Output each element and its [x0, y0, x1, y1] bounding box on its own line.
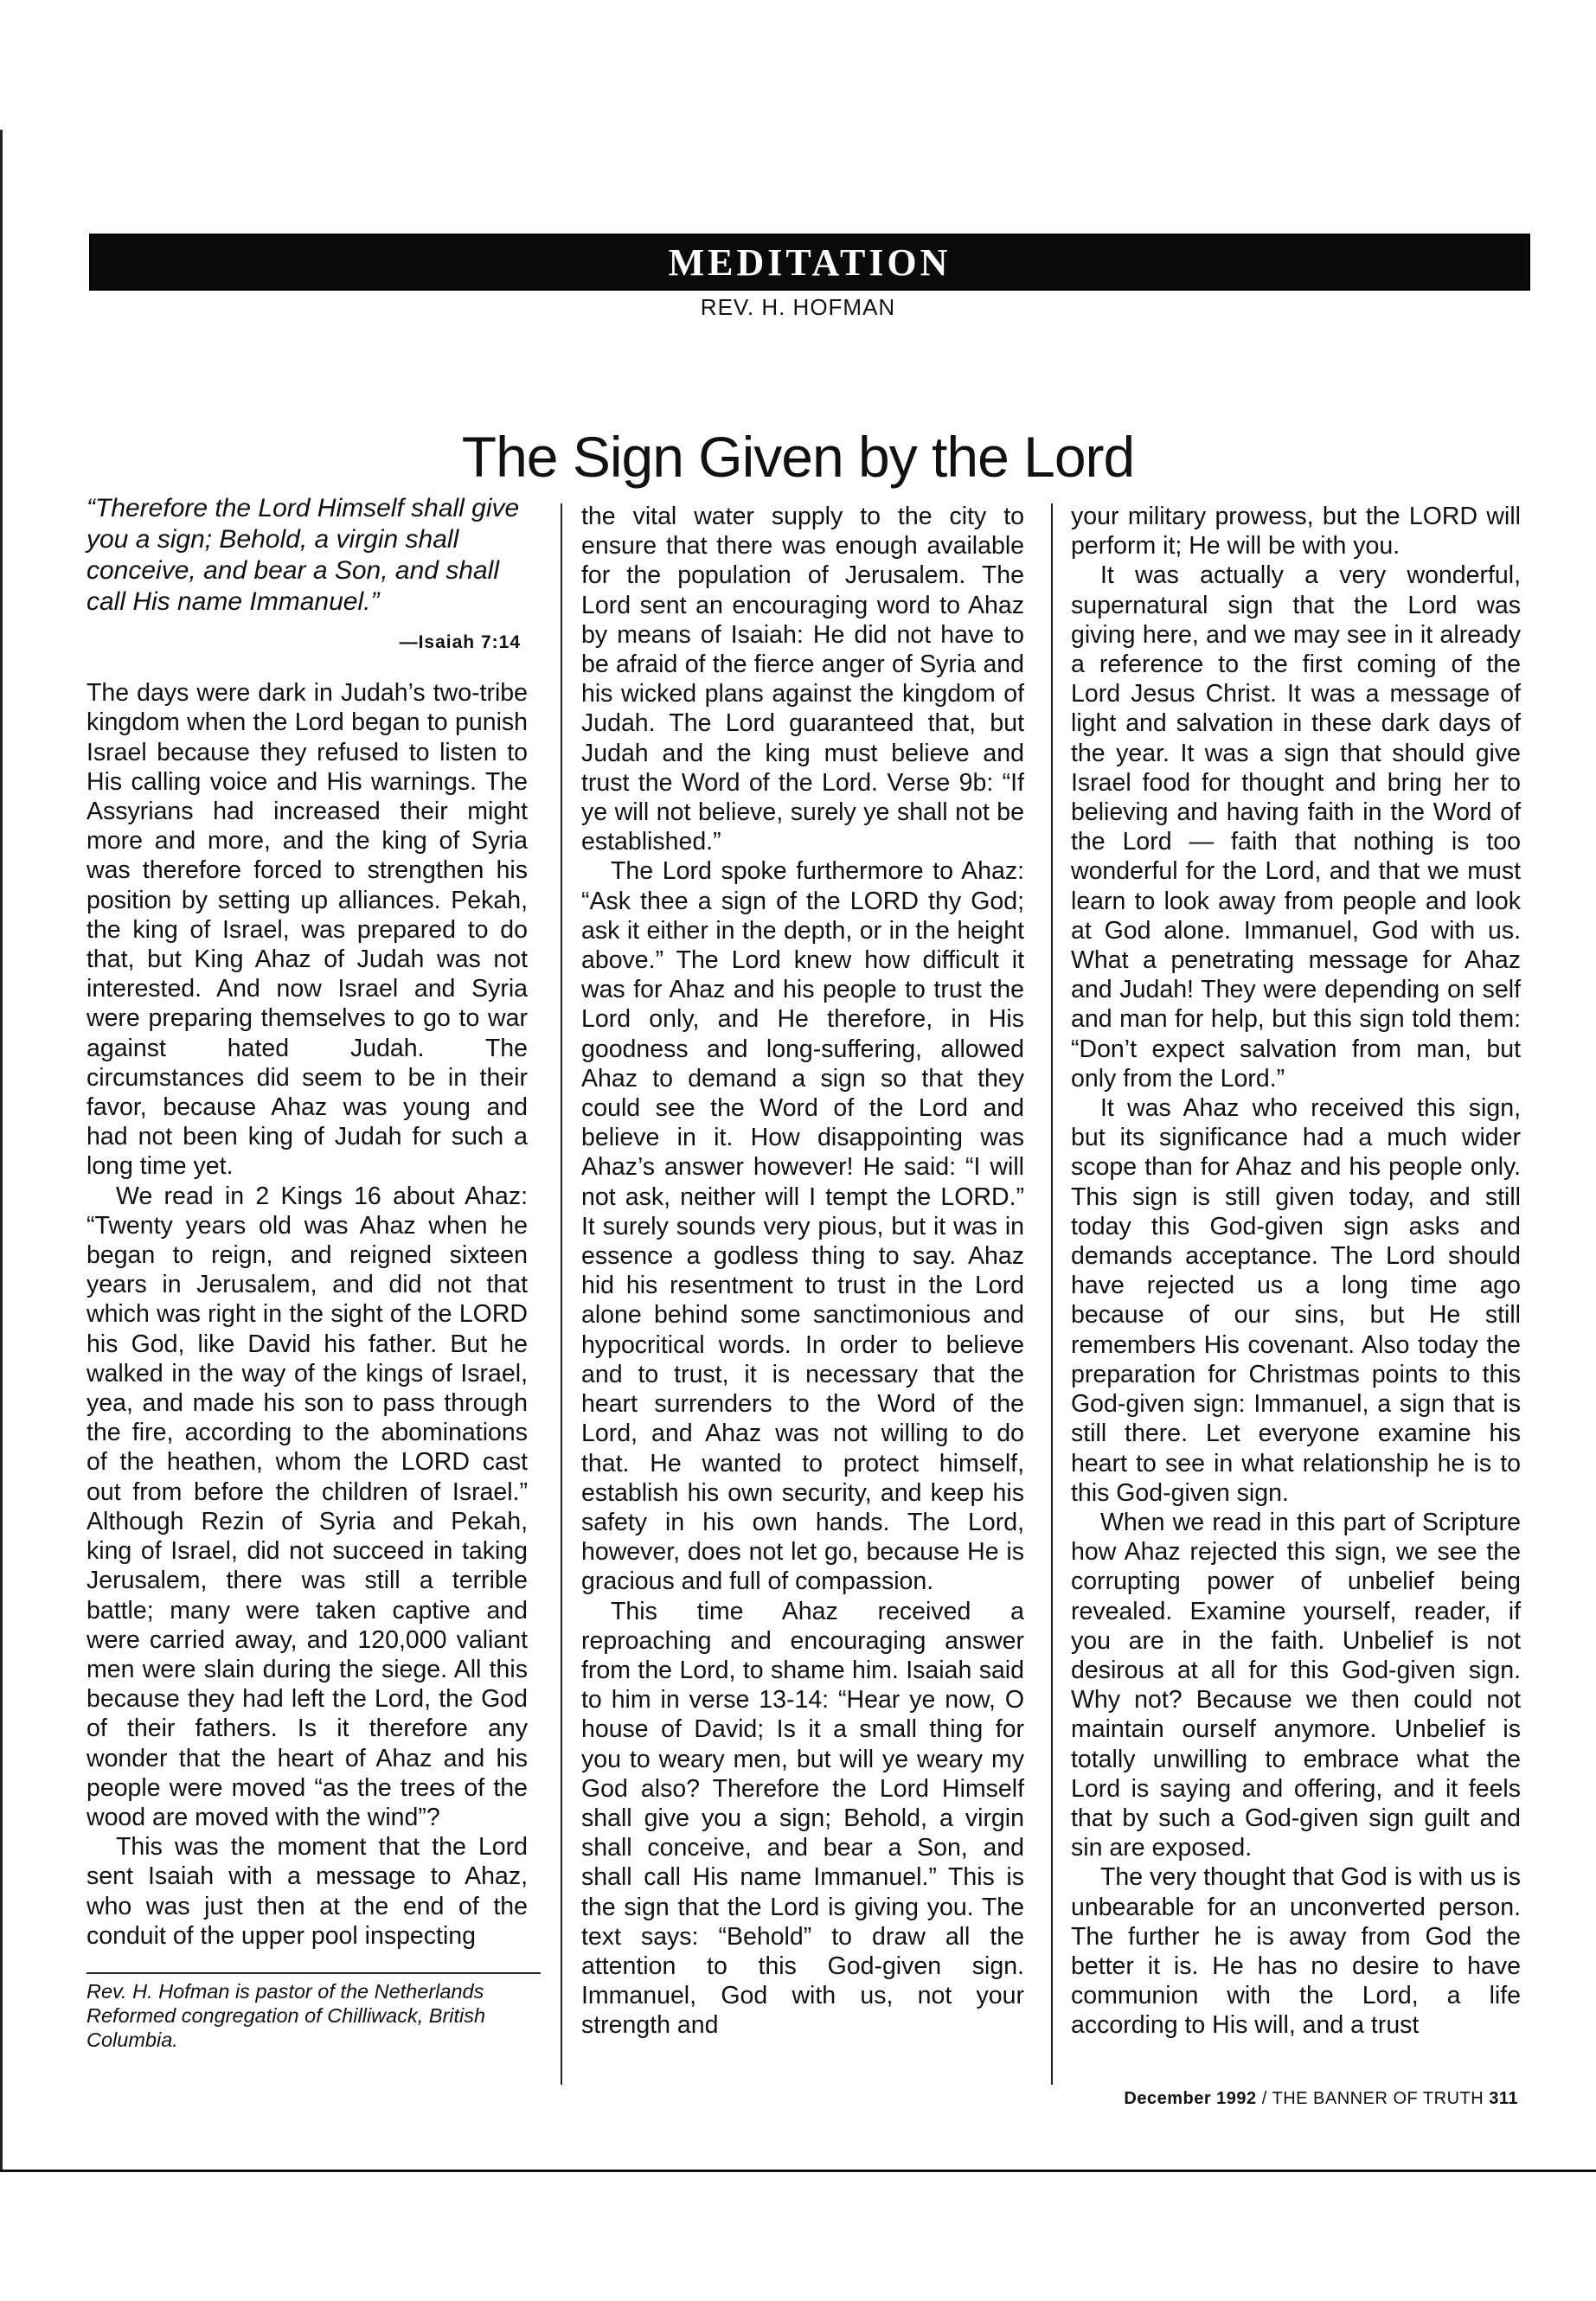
section-banner	[89, 234, 1530, 291]
column-3	[1071, 502, 1521, 2041]
page-footer	[1124, 2089, 1518, 2109]
article-title: The Sign Given by the Lord	[461, 425, 1135, 489]
column-1	[87, 493, 528, 1951]
paragraph: The very thought that God is with us is unbearable for an unconverted person. The further he is away from God the better it is. He has no desire to have communion with the Lord, a life according to His will, and a trust	[1071, 1863, 1521, 2040]
paragraph: your military prowess, but the LORD will perform it; He will be with you.	[1071, 503, 1521, 561]
paragraph: This time Ahaz received a reproaching and encouraging answer from the Lord, to shame him. Isaiah said to him in verse 13-14: “Hear ye now, O house of David; Is it a small thing for you to weary men, but will ye weary my God also? Therefore the Lord Himself shall give you a sign; Behold, a virgin shall conceive, and bear a Son, and shall call His name Immanuel.” This is the sign that the Lord is giving you. The text says: “Behold” to draw all the attention to this God-given sign. Immanuel, God with us, not your strength and	[581, 1597, 1024, 2040]
publication-name: / THE BANNER OF TRUTH	[1256, 2089, 1490, 2108]
author-footnote: Rev. H. Hofman is pastor of the Netherlands Reformed congregation of Chilliwack, British Columbia.	[87, 1980, 486, 2051]
column-divider	[561, 503, 562, 2085]
issue-date: December 1992	[1124, 2089, 1257, 2108]
paragraph: It was Ahaz who received this sign, but its significance had a much wider scope than for Ahaz and his people only. This sign is still given today, and still today this God-given sign asks and demands acceptance. The Lord should have rejected us a long time ago because of our sins, but He still remembers His covenant. Also today the preparation for Christmas points to this God-given sign: Immanuel, a sign that is still there. Let everyone examine his heart to see in what relationship he is to this God-given sign.	[1071, 1094, 1521, 1507]
paragraph: It was actually a very wonderful, supernatural sign that the Lord was giving here, and we may see in it already a reference to the first coming of the Lord Jesus Christ. It was a message of light and salvation in these dark days of the year. It was a sign that should give Israel food for thought and bring her to believing and having faith in the Word of the Lord — faith that nothing is too wonderful for the Lord, and that we must learn to look away from people and look at God alone. Immanuel, God with us. What a penetrating message for Ahaz and Judah! They were depending on self and man for help, but this sign told them: “Don’t expect salvation from man, but only from the Lord.”	[1071, 561, 1521, 1093]
author-byline: REV. H. HOFMAN	[700, 294, 896, 320]
paragraph: We read in 2 Kings 16 about Ahaz: “Twenty years old was Ahaz when he began to reign, and reigned sixteen years in Jerusalem, and did not that which was right in the sight of the LORD his God, like David his father. But he walked in the way of the kings of Israel, yea, and made his son to pass through the fire, according to the abominations of the heathen, whom the LORD cast out from before the children of Israel.” Although Rezin of Syria and Pekah, king of Israel, did not succeed in taking Jerusalem, there was still a terrible battle; many were taken captive and were carried away, and 120,000 valiant men were slain during the siege. All this because they had left the Lord, the God of their fathers. Is it therefore any wonder that the heart of Ahaz and his people were moved “as the trees of the wood are moved with the wind”?	[87, 1182, 528, 1831]
section-title: MEDITATION	[668, 240, 952, 284]
column-2	[581, 502, 1024, 2041]
paragraph: The Lord spoke furthermore to Ahaz: “Ask thee a sign of the LORD thy God; ask it either in the depth, or in the height above.” The Lord knew how difficult it was for Ahaz and his people to trust the Lord only, and He therefore, in His goodness and long-suffering, allowed Ahaz to demand a sign so that they could see the Word of the Lord and believe in it. How disappointing was Ahaz’s answer however! He said: “I will not ask, neither will I tempt the LORD.” It surely sounds very pious, but it was in essence a godless thing to say. Ahaz hid his resentment to trust in the Lord alone behind some sanctimonious and hypocritical words. In order to believe and to trust, it is necessary that the heart surrenders to the Word of the Lord, and Ahaz was not willing to do that. He wanted to protect himself, establish his own security, and keep his safety in his own hands. The Lord, however, does not let go, because He is gracious and full of compassion.	[581, 857, 1024, 1596]
epigraph-reference: —Isaiah 7:14	[399, 632, 521, 652]
paragraph: This was the moment that the Lord sent Isaiah with a message to Ahaz, who was just then at the end of the conduit of the upper pool inspecting	[87, 1833, 528, 1950]
column-divider	[1051, 503, 1053, 2085]
paragraph: The days were dark in Judah’s two-tribe kingdom when the Lord began to punish Israel because they refused to listen to His calling voice and His warnings. The Assyrians had increased their might more and more, and the king of Syria was therefore forced to strengthen his position by setting up alliances. Pekah, the king of Israel, was prepared to do that, but King Ahaz of Judah was not interested. And now Israel and Syria were preparing themselves to go to war against hated Judah. The circumstances did seem to be in their favor, because Ahaz was young and had not been king of Judah for such a long time yet.	[87, 679, 528, 1181]
page-number: 311	[1489, 2089, 1518, 2108]
epigraph-quote: “Therefore the Lord Himself shall give you a sign; Behold, a virgin shall conceive, and bear a Son, and shall call His name Immanuel.”	[87, 494, 520, 616]
paragraph: When we read in this part of Scripture how Ahaz rejected this sign, we see the corrupting power of unbelief being revealed. Examine yourself, reader, if you are in the faith. Unbelief is not desirous at all for this God-given sign. Why not? Because we then could not maintain ourself anymore. Unbelief is totally unwilling to embrace what the Lord is saying and offering, and it feels that by such a God-given sign guilt and sin are exposed.	[1071, 1508, 1521, 1862]
page-edge-bottom	[0, 2170, 1596, 2172]
paragraph: the vital water supply to the city to ensure that there was enough available for the population of Jerusalem. The Lord sent an encouraging word to Ahaz by means of Isaiah: He did not have to be afraid of the fierce anger of Syria and his wicked plans against the kingdom of Judah. The Lord guaranteed that, but Judah and the king must believe and trust the Word of the Lord. Verse 9b: “If ye will not believe, surely ye shall not be established.”	[581, 503, 1024, 856]
footnote-divider	[87, 1972, 541, 1974]
